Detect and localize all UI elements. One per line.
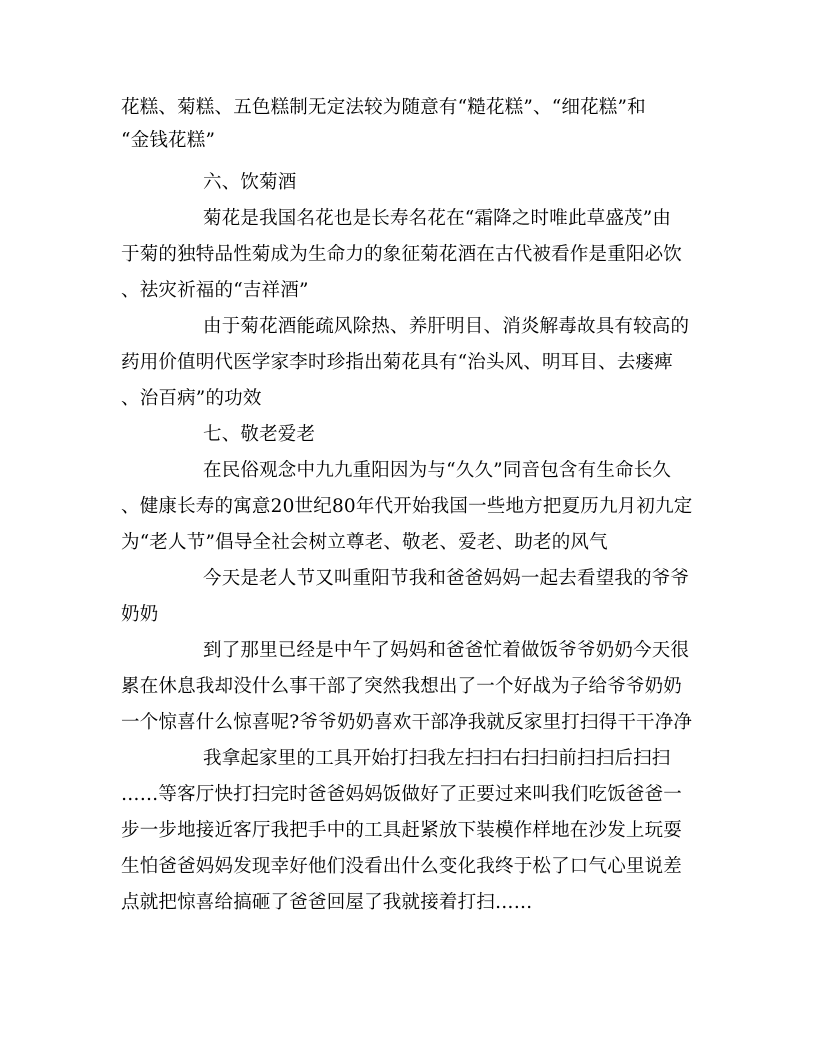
text-line: 我拿起家里的工具开始打扫我左扫扫右扫扫前扫扫后扫扫 <box>203 748 671 769</box>
text-line: 奶奶 <box>121 604 159 625</box>
text-line: 步一步地接近客厅我把手中的工具赶紧放下装模作样地在沙发上玩耍 <box>121 820 683 841</box>
section-heading: 六、饮菊酒 <box>203 172 297 193</box>
text-line: 累在休息我却没什么事干部了突然我想出了一个好战为子给爷爷奶奶 <box>121 676 683 697</box>
text-line: 、健康长寿的寓意20世纪80年代开始我国一些地方把夏历九月初九定 <box>121 496 693 517</box>
text-line: “金钱花糕” <box>121 130 216 151</box>
text-line: 由于菊花酒能疏风除热、养肝明目、消炎解毒故具有较高的 <box>203 316 690 337</box>
text-line: 花糕、菊糕、五色糕制无定法较为随意有“糙花糕”、“细花糕”和 <box>121 97 646 118</box>
section-heading: 七、敬老爱老 <box>203 424 316 445</box>
text-line: 一个惊喜什么惊喜呢?爷爷奶奶喜欢干部净我就反家里打扫得干干净净 <box>121 712 693 733</box>
text-line: 在民俗观念中九九重阳因为与“久久”同音包含有生命长久 <box>203 460 672 481</box>
text-line: 菊花是我国名花也是长寿名花在“霜降之时唯此草盛茂”由 <box>203 208 672 229</box>
text-line: ……等客厅快打扫完时爸爸妈妈饭做好了正要过来叫我们吃饭爸爸一 <box>121 784 683 805</box>
text-line: 到了那里已经是中午了妈妈和爸爸忙着做饭爷爷奶奶今天很 <box>203 640 690 661</box>
text-line: 于菊的独特品性菊成为生命力的象征菊花酒在古代被看作是重阳必饮 <box>121 244 683 265</box>
text-line: 、祛灾祈福的“吉祥酒” <box>121 280 309 301</box>
text-line: 为“老人节”倡导全社会树立尊老、敬老、爱老、助老的风气 <box>121 532 608 553</box>
text-line: 、治百病”的功效 <box>121 388 262 409</box>
text-line: 点就把惊喜给搞砸了爸爸回屋了我就接着打扫…… <box>121 892 533 913</box>
text-line: 药用价值明代医学家李时珍指出菊花具有“治头风、明耳目、去瘘痺 <box>121 352 673 373</box>
text-line: 生怕爸爸妈妈发现幸好他们没看出什么变化我终于松了口气心里说差 <box>121 856 683 877</box>
text-line: 今天是老人节又叫重阳节我和爸爸妈妈一起去看望我的爷爷 <box>203 568 690 589</box>
